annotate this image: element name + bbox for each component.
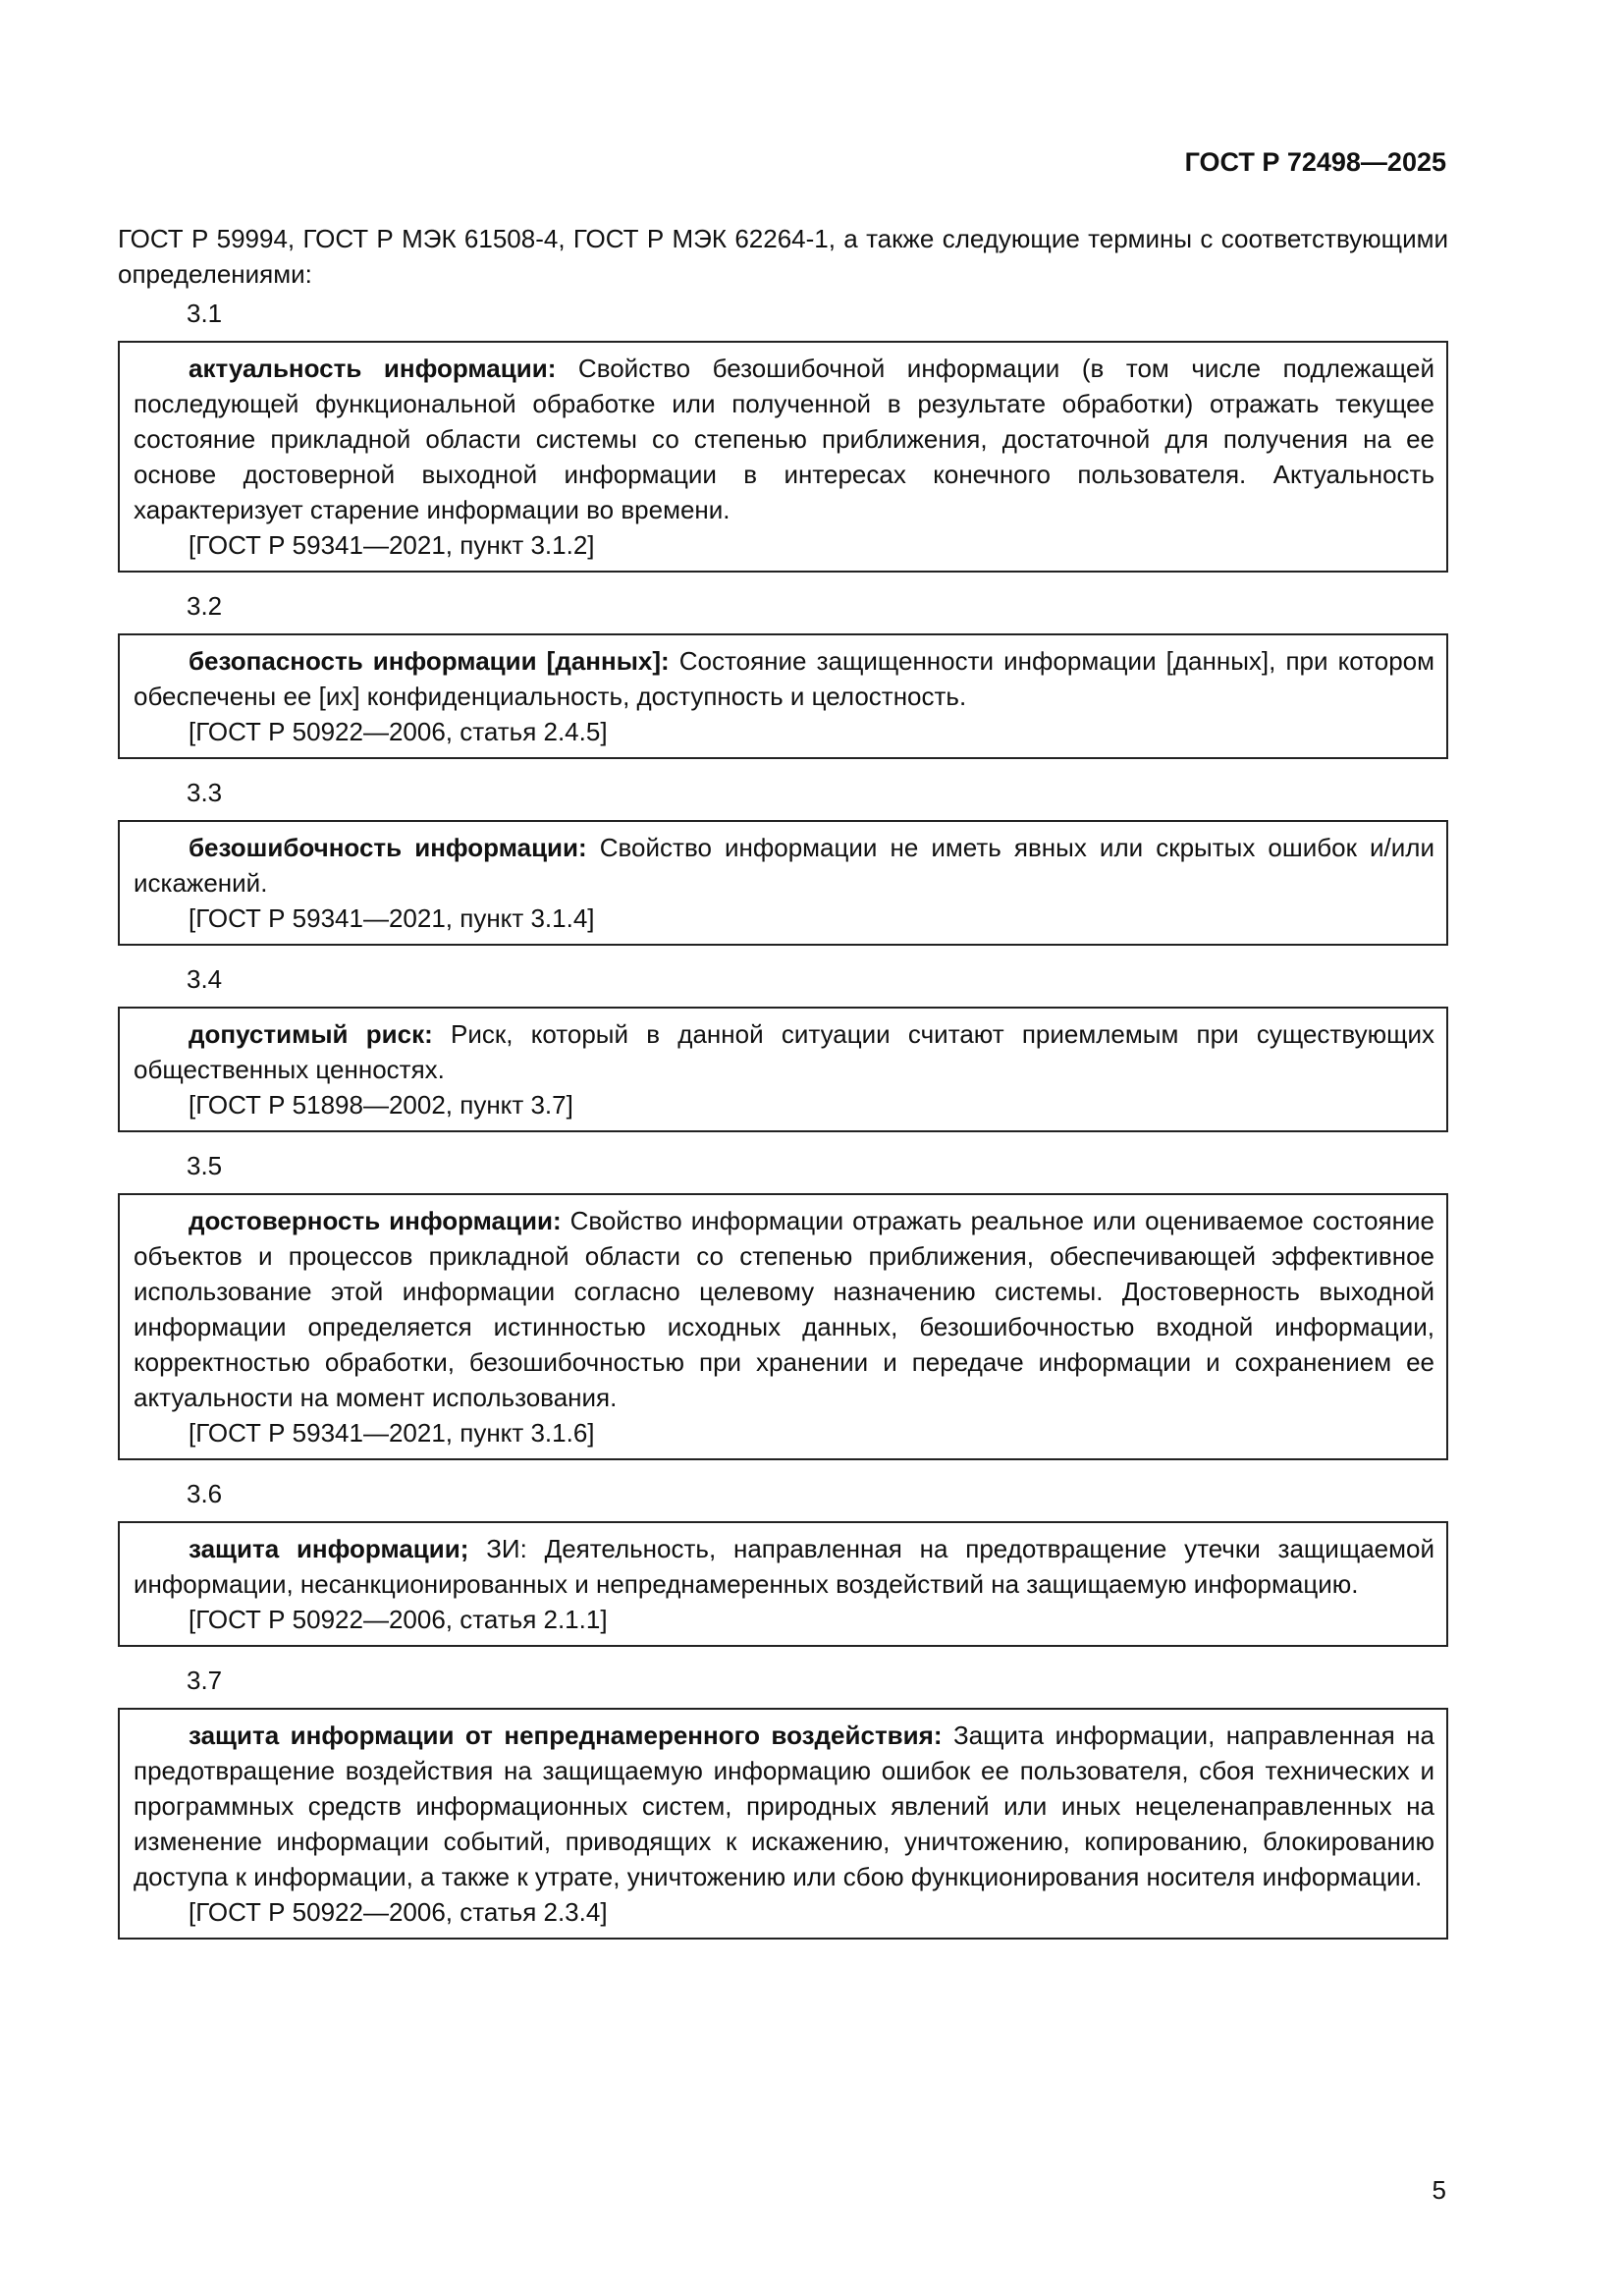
term-source: [ГОСТ Р 50922—2006, статья 2.1.1] [189,1605,608,1634]
term-source: [ГОСТ Р 51898—2002, пункт 3.7] [189,1090,573,1120]
term-text [134,1531,1434,1602]
intro-paragraph: ГОСТ Р 59994, ГОСТ Р МЭК 61508-4, ГОСТ Р МЭК 62264-1, а также следующие термины с соответствующими определениями: [118,224,1448,289]
terms-section [118,221,1448,1955]
term-definition: Свойство информации не иметь явных или скрытых ошибок и/или искажений. [134,833,1434,898]
term-name: безопасность информации [данных]: [189,646,670,676]
term-definition: Свойство безошибочной информации (в том числе подлежащей последующей функциональной обработке или полученной в результате обработки) отражать текущее состояние прикладной области системы со степенью приближения, достаточной для получения на ее основе достоверной выходной информации в интересах конечного пользователя. Актуальность характеризует старение информации во времени. [134,354,1434,524]
document-code-header: ГОСТ Р 72498—2025 [1184,147,1446,177]
term-number: 3.1 [187,299,223,328]
term-name: безошибочность информации: [189,833,587,862]
term-definition: ЗИ: Деятельность, направленная на предотвращение утечки защищаемой информации, несанкционированных и непреднамеренных воздействий на защищаемую информацию. [134,1534,1434,1599]
term-number: 3.4 [187,964,223,994]
term-definition: Риск, который в данной ситуации считают приемлемым при существующих общественных ценностях. [134,1019,1434,1084]
term-definition-box [118,341,1448,573]
term-definition-box [118,633,1448,759]
term-definition-box [118,1007,1448,1132]
term-name: достоверность информации: [189,1206,562,1235]
term-name: допустимый риск: [189,1019,433,1049]
term-source: [ГОСТ Р 59341—2021, пункт 3.1.6] [189,1418,595,1448]
term-definition-box [118,1521,1448,1647]
term-number: 3.2 [187,591,223,621]
term-source: [ГОСТ Р 50922—2006, статья 2.3.4] [189,1897,608,1927]
term-name: актуальность информации: [189,354,557,383]
term-text [134,1718,1434,1894]
term-text [134,1203,1434,1415]
term-definition-box [118,1193,1448,1460]
term-definition-box [118,1708,1448,1940]
term-name: защита информации от непреднамеренного воздействия: [189,1721,943,1750]
term-text [134,1016,1434,1087]
term-text [134,830,1434,901]
term-number: 3.7 [187,1666,223,1695]
term-source: [ГОСТ Р 50922—2006, статья 2.4.5] [189,717,608,746]
term-definition: Свойство информации отражать реальное или оцениваемое состояние объектов и процессов прикладной области со степенью приближения, обеспечивающей эффективное использование этой информации согласно целевому назначению системы. Достоверность выходной информации определяется истинностью исходных данных, безошибочностью входной информации, корректностью обработки, безошибочностью при хранении и передаче информации и сохранением ее актуальности на момент использования. [134,1206,1434,1412]
term-source: [ГОСТ Р 59341—2021, пункт 3.1.4] [189,903,595,933]
term-text [134,643,1434,714]
term-definition: Защита информации, направленная на предотвращение воздействия на защищаемую информацию ошибок ее пользователя, сбоя технических и программных средств информационных систем, природных явлений или иных нецеленаправленных на изменение информации событий, приводящих к искажению, уничтожению, копированию, блокированию доступа к информации, а также к утрате, уничтожению или сбою функционирования носителя информации. [134,1721,1434,1891]
term-definition: Состояние защищенности информации [данных], при котором обеспечены ее [их] конфиденциальность, доступность и целостность. [134,646,1435,711]
term-number: 3.5 [187,1151,223,1180]
term-name: защита информации; [189,1534,469,1563]
term-number: 3.3 [187,778,223,807]
term-number: 3.6 [187,1479,223,1508]
term-text [134,351,1434,527]
term-definition-box [118,820,1448,946]
page-number: 5 [1432,2175,1446,2205]
term-source: [ГОСТ Р 59341—2021, пункт 3.1.2] [189,530,595,560]
